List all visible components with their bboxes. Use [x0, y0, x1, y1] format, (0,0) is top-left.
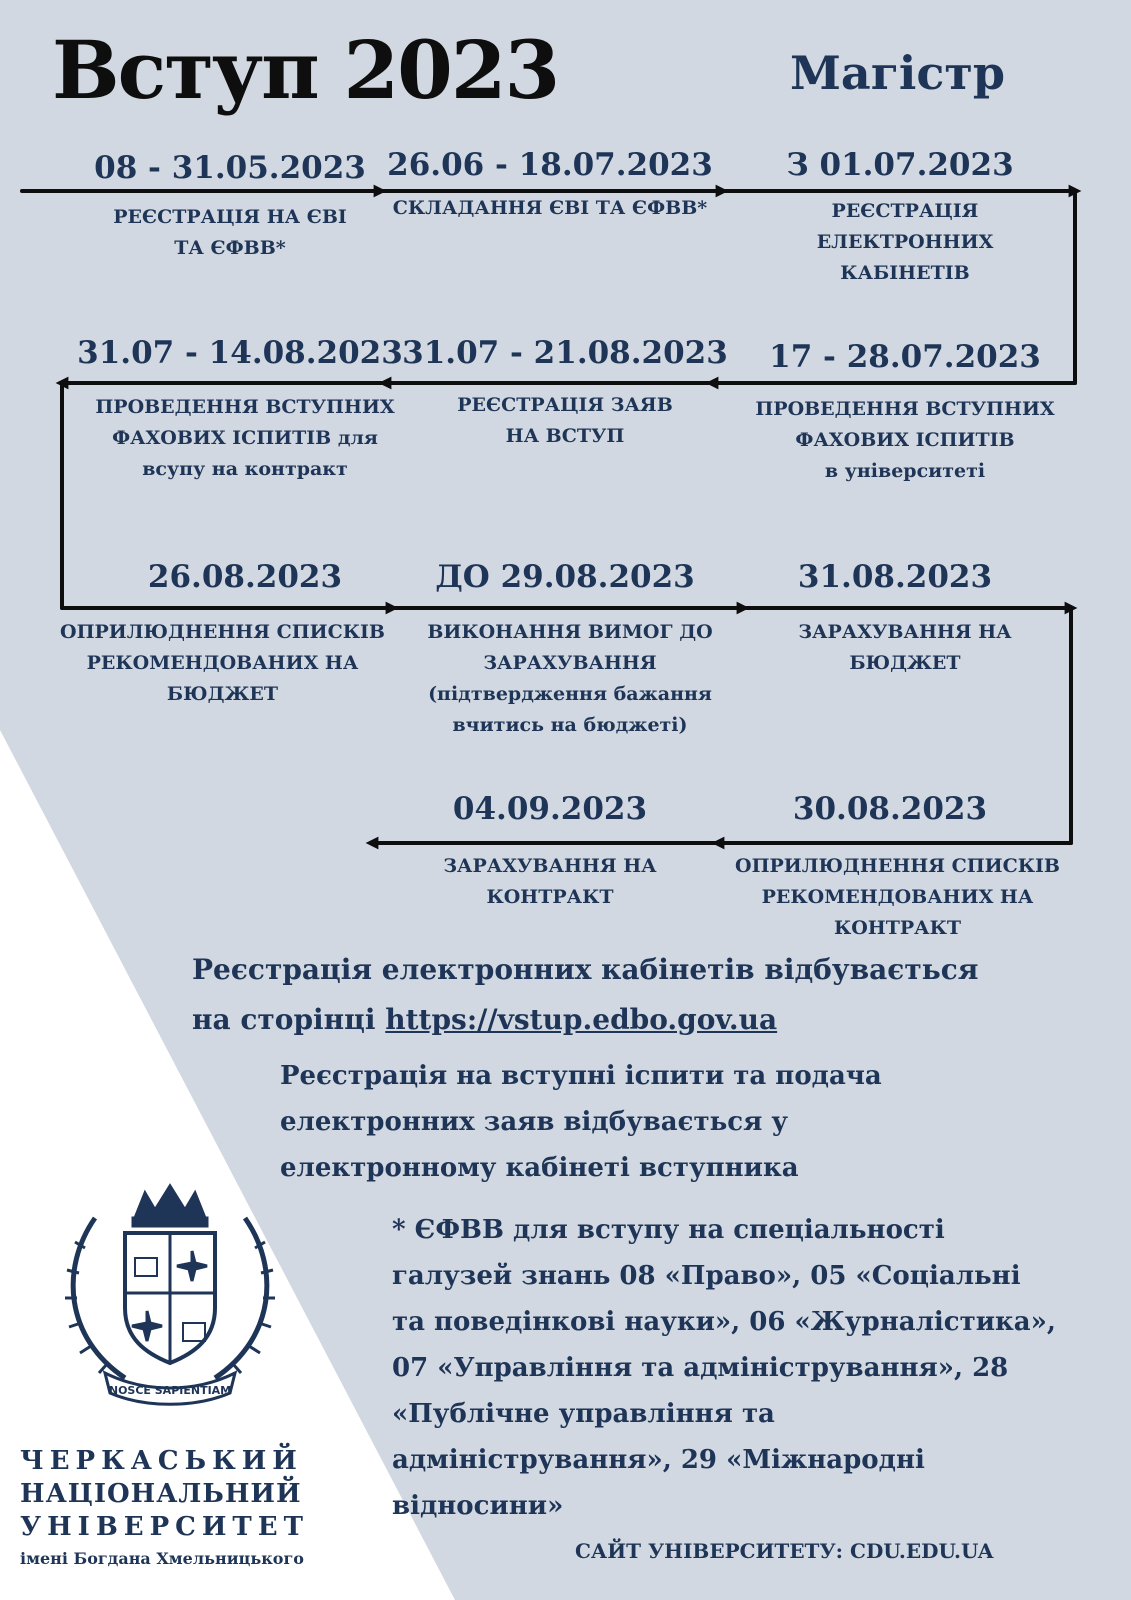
- step-date: 31.08.2023: [797, 559, 993, 595]
- step-desc: ВИКОНАННЯ ВИМОГ ДО ЗАРАХУВАННЯ (підтвердження бажання вчитись на бюджеті): [427, 621, 713, 736]
- step-desc: РЕЄСТРАЦІЯ НА ЄВІ ТА ЄФВВ*: [113, 206, 347, 259]
- step-desc: ОПРИЛЮДНЕННЯ СПИСКІВ РЕКОМЕНДОВАНИХ НА БЮДЖЕТ: [60, 621, 385, 705]
- exam-note: Реєстрація на вступні іспити та подача електронних заяв відбувається у електронному кабінеті вступника: [280, 1061, 882, 1183]
- step-desc: ЗАРАХУВАННЯ НА КОНТРАКТ: [443, 855, 657, 908]
- step-desc: ПРОВЕДЕННЯ ВСТУПНИХ ФАХОВИХ ІСПИТІВ для всупу на контракт: [95, 396, 395, 480]
- step-date: 26.08.2023: [147, 559, 343, 595]
- emblem-motto: NOSCE SAPIENTIAM: [108, 1384, 232, 1397]
- step-desc: РЕЄСТРАЦІЯ ЕЛЕКТРОННИХ КАБІНЕТІВ: [816, 200, 994, 284]
- step-date: 04.09.2023: [452, 791, 648, 827]
- university-emblem: [55, 1178, 285, 1408]
- page-subtitle: Магістр: [790, 46, 1006, 100]
- site-footer: САЙТ УНІВЕРСИТЕТУ: CDU.EDU.UA: [575, 1539, 994, 1563]
- step-desc: ПРОВЕДЕННЯ ВСТУПНИХ ФАХОВИХ ІСПИТІВ в університеті: [755, 398, 1055, 482]
- cabinet-note: Реєстрація електронних кабінетів відбувається на сторінці https://vstup.edbo.gov.ua: [192, 953, 979, 1036]
- step-date: 17 - 28.07.2023: [769, 339, 1041, 375]
- page-title: Вступ 2023: [52, 23, 559, 117]
- step-desc: ОПРИЛЮДНЕННЯ СПИСКІВ РЕКОМЕНДОВАНИХ НА КОНТРАКТ: [735, 855, 1060, 939]
- step-date: 30.08.2023: [792, 791, 988, 827]
- step-date: 26.06 - 18.07.2023: [387, 147, 713, 183]
- step-date: 08 - 31.05.2023: [94, 150, 366, 186]
- step-desc: ЗАРАХУВАННЯ НА БЮДЖЕТ: [798, 621, 1012, 674]
- efvv-note: * ЄФВВ для вступу на спеціальності галузей знань 08 «Право», 05 «Соціальні та поведінкові науки», 06 «Журналістика», 07 «Управління та адміністрування», 28 «Публічне управління та адміністрування», 29 «Міжнародні відносини»: [392, 1215, 1056, 1521]
- step-date: ДО 29.08.2023: [435, 559, 695, 595]
- vstup-link[interactable]: https://vstup.edbo.gov.ua: [385, 1003, 778, 1036]
- step-date: 31.07 - 21.08.2023: [402, 335, 728, 371]
- step-date: 31.07 - 14.08.2023: [77, 335, 403, 371]
- step-date: З 01.07.2023: [786, 147, 1014, 183]
- university-name: ЧЕРКАСЬКИЙ НАЦІОНАЛЬНИЙ УНІВЕРСИТЕТ імені Богдана Хмельницького: [20, 1446, 309, 1568]
- step-desc: СКЛАДАННЯ ЄВІ ТА ЄФВВ*: [392, 197, 708, 219]
- step-desc: РЕЄСТРАЦІЯ ЗАЯВ НА ВСТУП: [457, 394, 673, 447]
